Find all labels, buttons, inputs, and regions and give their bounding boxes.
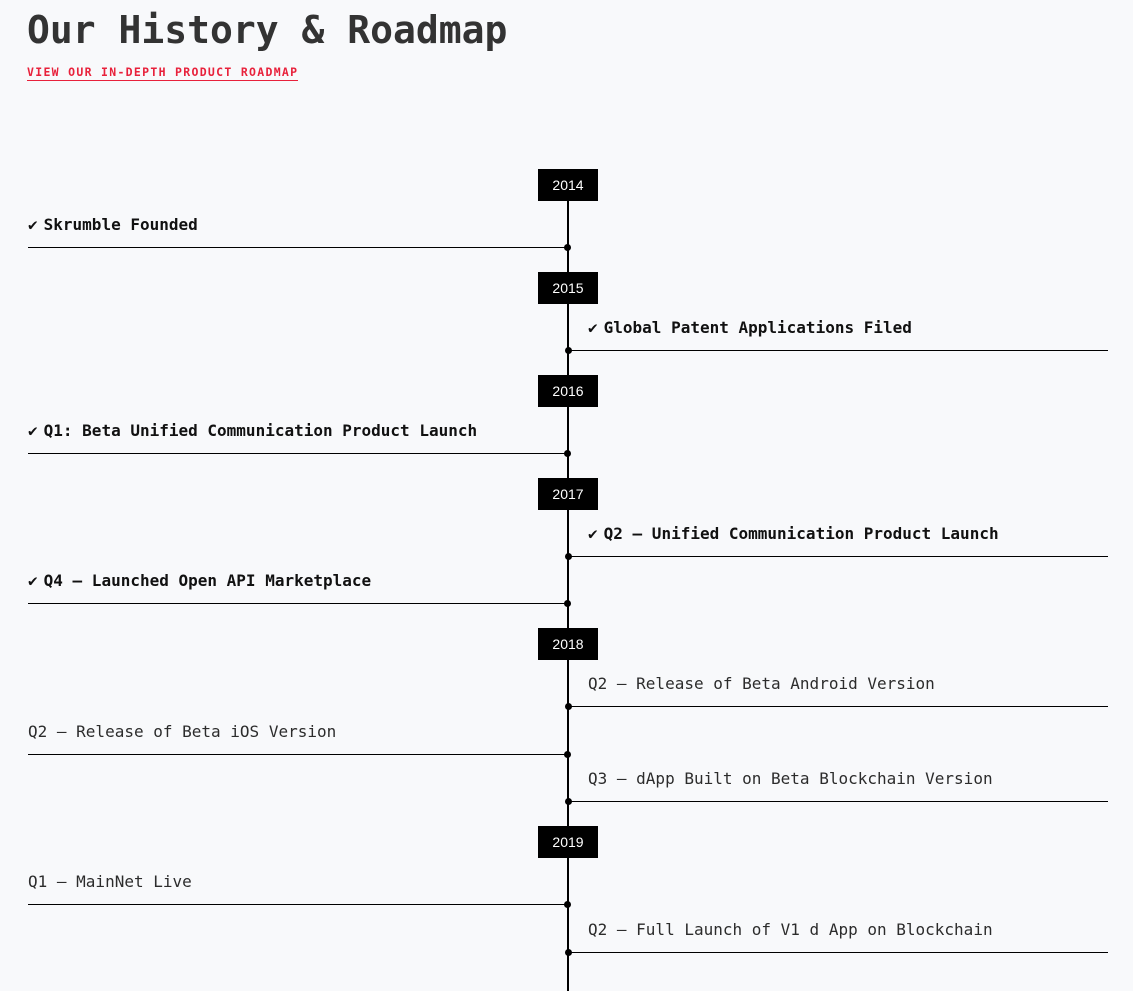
timeline-event <box>568 524 1108 557</box>
year-badge-2017: 2017 <box>538 478 598 510</box>
timeline-dot <box>564 751 571 758</box>
year-badge-2018: 2018 <box>538 628 598 660</box>
timeline-dot <box>565 347 572 354</box>
timeline-dot <box>565 798 572 805</box>
event-text: Global Patent Applications Filed <box>603 318 912 337</box>
timeline-event <box>568 318 1108 351</box>
event-text: Q1: Beta Unified Communication Product Launch <box>43 421 478 440</box>
event-text: Q4 – Launched Open API Marketplace <box>43 571 372 590</box>
event-text: Skrumble Founded <box>43 215 198 234</box>
timeline-dot <box>565 553 572 560</box>
view-roadmap-link[interactable]: VIEW OUR IN-DEPTH PRODUCT ROADMAP <box>27 65 299 79</box>
event-label: Q1 – MainNet Live <box>28 872 192 891</box>
year-badge-2014: 2014 <box>538 169 598 201</box>
timeline-event <box>28 215 568 248</box>
event-label <box>588 318 912 338</box>
event-label: Q2 – Release of Beta iOS Version <box>28 722 337 741</box>
event-label <box>28 571 371 591</box>
timeline-event <box>568 920 1108 953</box>
event-label <box>28 421 477 441</box>
check-icon: ✔ <box>28 571 38 590</box>
timeline-event <box>28 722 568 755</box>
check-icon: ✔ <box>28 215 38 234</box>
timeline-dot <box>564 901 571 908</box>
timeline-dot <box>564 450 571 457</box>
event-label <box>588 524 999 544</box>
timeline-event <box>28 872 568 905</box>
timeline-dot <box>565 949 572 956</box>
event-text: Q2 – Unified Communication Product Launch <box>603 524 999 543</box>
timeline-dot <box>564 244 571 251</box>
timeline-dot <box>565 703 572 710</box>
check-icon: ✔ <box>588 524 598 543</box>
timeline-event <box>568 674 1108 707</box>
check-icon: ✔ <box>588 318 598 337</box>
page-title: Our History & Roadmap <box>27 8 508 52</box>
timeline-dot <box>564 600 571 607</box>
timeline-event <box>568 769 1108 802</box>
year-badge-2015: 2015 <box>538 272 598 304</box>
timeline-event <box>28 571 568 604</box>
timeline-axis <box>567 188 569 991</box>
timeline-event <box>28 421 568 454</box>
year-badge-2019: 2019 <box>538 826 598 858</box>
event-label: Q2 – Release of Beta Android Version <box>588 674 935 693</box>
event-label <box>28 215 198 235</box>
event-label: Q2 – Full Launch of V1 d App on Blockchain <box>588 920 993 939</box>
year-badge-2016: 2016 <box>538 375 598 407</box>
event-label: Q3 – dApp Built on Beta Blockchain Version <box>588 769 993 788</box>
check-icon: ✔ <box>28 421 38 440</box>
